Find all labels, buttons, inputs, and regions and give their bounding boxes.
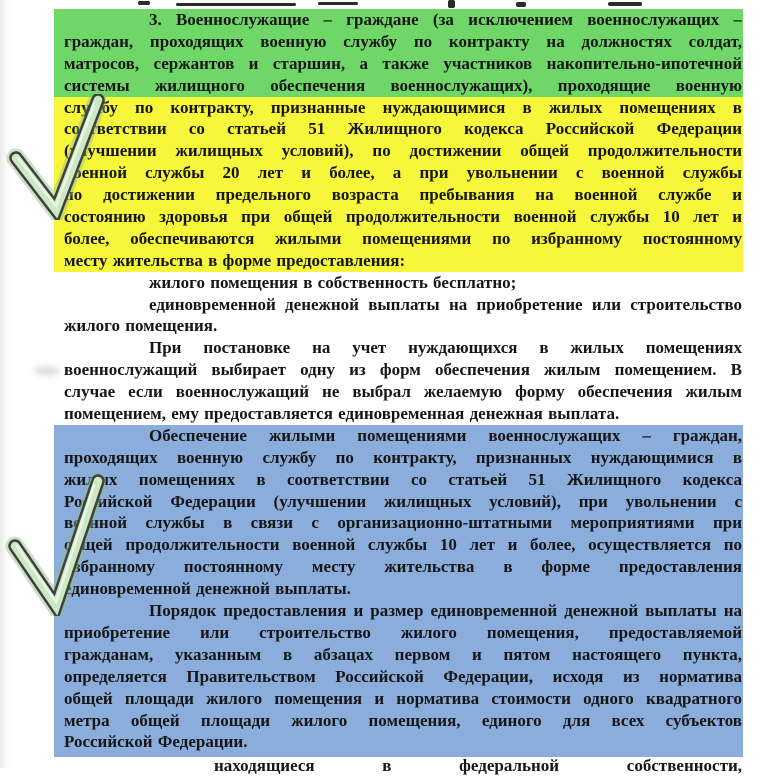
text-line: 3. Военнослужащие – граждане (за исключением военнослужащих – (149, 10, 742, 29)
text-line: случае если военнослужащий не выбрал желаемую форму обеспечения жилым (64, 382, 742, 402)
scan-smudge (34, 366, 60, 376)
text-line: военной службы 20 лет и более, а при увольнении с военной службы (64, 163, 742, 183)
text-line: системы жилищного обеспечения военнослужащих), проходящие военную (64, 75, 742, 95)
text-line: Обеспечение жилыми помещениями военнослужащих – граждан, (149, 425, 742, 445)
text-line: (улучшении жилищных условий), по достижении общей продолжительности (64, 141, 742, 161)
text-line: жилого помещения. (64, 316, 218, 336)
text-line: более, обеспечиваются жилыми помещениями по избранному постоянному (64, 228, 742, 248)
document-text (64, 9, 742, 753)
cut-off-text-fragment (516, 2, 526, 7)
cut-off-text-fragment (138, 1, 150, 5)
text-line: по достижении предельного возраста пребывания на военной службе и (64, 185, 742, 205)
text-line: проходящих военную службу по контракту, признанных нуждающимися в (64, 447, 742, 467)
text-line: жилых помещениях в соответствии со статьей 51 Жилищного кодекса (64, 469, 742, 489)
text-line: состоянию здоровья при общей продолжительности военной службы 10 лет и (64, 207, 742, 227)
text-line: гражданам, указанным в абзацах первом и пятом настоящего пункта, (64, 644, 742, 664)
text-line: Российской Федерации (улучшении жилищных условий), при увольнении с (64, 491, 742, 511)
text-line: месту жительства в форме предоставления: (64, 250, 406, 270)
text-line: Порядок предоставления и размер единовременной денежной выплаты на (149, 601, 742, 621)
text-line: избранному постоянному месту жительства в форме предоставления (64, 557, 742, 577)
cut-off-text-fragment (448, 0, 455, 8)
text-line: общей продолжительности военной службы 10 лет и более, осуществляется по (64, 535, 742, 555)
cut-off-text-fragment (318, 2, 358, 5)
text-line: метра общей площади жилого помещения, единого для всех субъектов (64, 710, 742, 730)
text-line: Российской Федерации. (64, 732, 248, 752)
text-line: военной службы в связи с организационно-штатными мероприятиями при (64, 513, 742, 533)
text-line: помещением, ему предоставляется единовременная денежная выплата. (64, 404, 620, 424)
text-line: приобретение или строительство жилого помещения, предоставляемой (64, 622, 742, 642)
cut-off-text-fragment (608, 2, 642, 6)
checkmark-icon (2, 474, 106, 616)
text-line: При постановке на учет нуждающихся в жилых помещениях (149, 338, 742, 358)
text-line: граждан, проходящих военную службу по контракту на должностях солдат, (64, 31, 742, 51)
cut-off-text-fragment (176, 3, 296, 6)
text-line: единовременной денежной выплаты. (64, 579, 351, 599)
text-line: единовременной денежной выплаты на приобретение или строительство (149, 294, 742, 314)
text-line: жилого помещения в собственность бесплатно; (149, 272, 517, 292)
checkmark-icon (4, 94, 106, 220)
text-line: общей площади жилого помещения и норматива стоимости одного квадратного (64, 688, 742, 708)
text-line: службу по контракту, признанные нуждающимися в жилых помещениях в (64, 97, 742, 117)
text-line: военнослужащий выбирает одну из форм обеспечения жилым помещением. В (64, 360, 742, 380)
text-line: матросов, сержантов и старшин, а также участников накопительно-ипотечной (64, 53, 742, 73)
cut-off-text-bottom: находящиеся в федеральной собственности, (214, 756, 742, 775)
text-line: определяется Правительством Российской Федерации, исходя из норматива (64, 666, 742, 686)
text-line: соответствии со статьей 51 Жилищного кодекса Российской Федерации (64, 119, 742, 139)
